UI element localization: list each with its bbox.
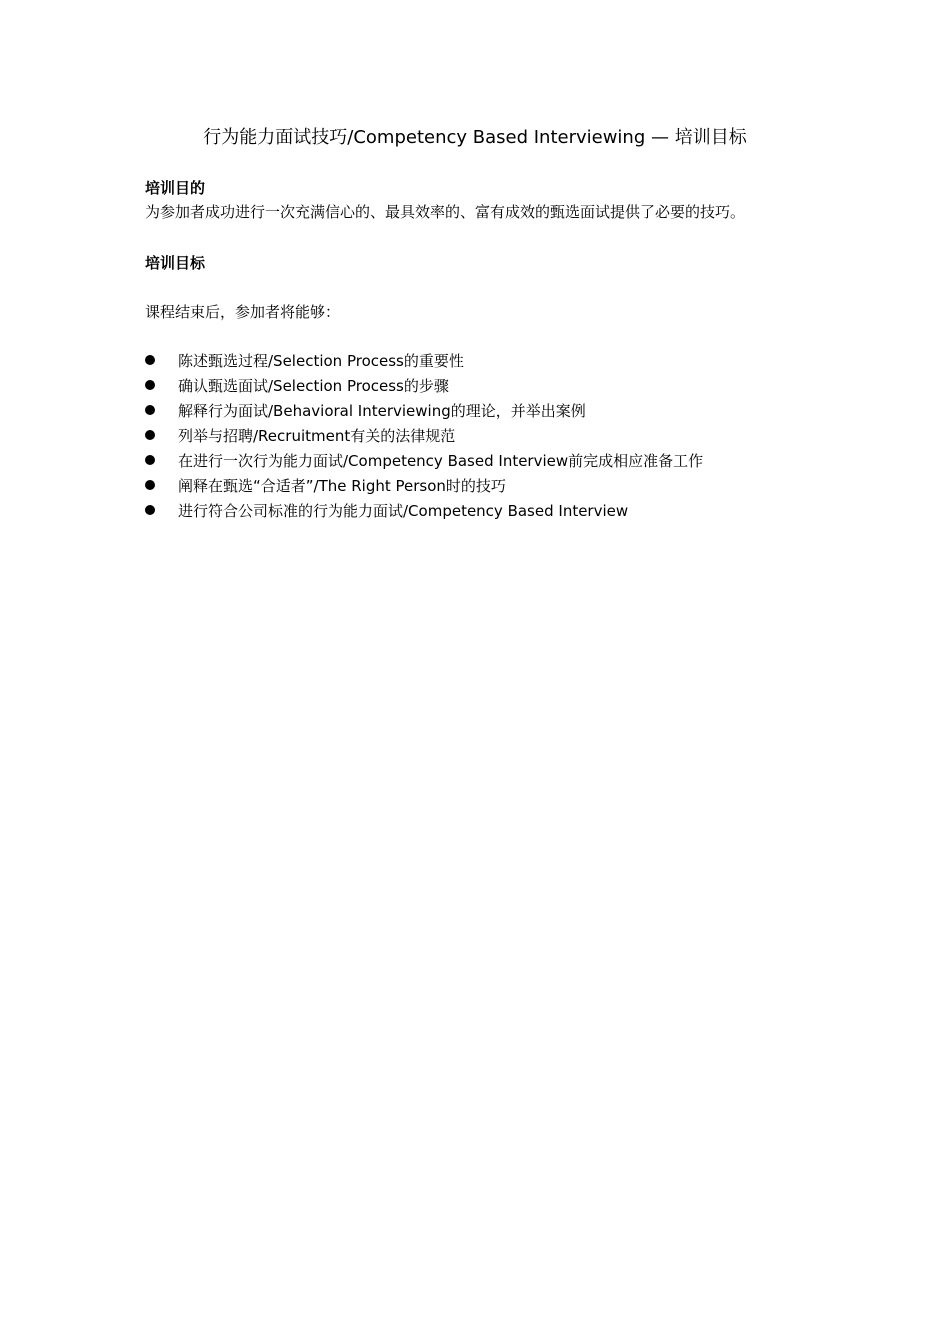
goal-text: 陈述甄选过程/Selection Process的重要性 (178, 352, 464, 370)
goal-text: 解释行为面试/Behavioral Interviewing的理论，并举出案例 (178, 402, 586, 420)
bullet-icon (145, 405, 155, 415)
bullet-icon (145, 480, 155, 490)
goal-text: 在进行一次行为能力面试/Competency Based Interview前完成相应准备工作 (178, 452, 704, 470)
bullet-icon (145, 380, 155, 390)
bullet-icon (145, 355, 155, 365)
bullet-icon (145, 430, 155, 440)
goal-text: 阐释在甄选“合适者”/The Right Person时的技巧 (178, 477, 506, 495)
purpose-heading: 培训目的 (145, 179, 206, 197)
goal-text: 确认甄选面试/Selection Process的步骤 (178, 377, 449, 395)
goal-text: 进行符合公司标准的行为能力面试/Competency Based Interview (178, 502, 629, 520)
purpose-text: 为参加者成功进行一次充满信心的、最具效率的、富有成效的甄选面试提供了必要的技巧。 (145, 203, 746, 221)
goals-intro: 课程结束后，参加者将能够： (145, 303, 341, 321)
bullet-icon (145, 505, 155, 515)
document-title: 行为能力面试技巧/Competency Based Interviewing — 培训目标 (203, 127, 747, 148)
bullet-icon (145, 455, 155, 465)
goal-text: 列举与招聘/Recruitment有关的法律规范 (178, 427, 456, 445)
goals-heading: 培训目标 (145, 254, 206, 272)
